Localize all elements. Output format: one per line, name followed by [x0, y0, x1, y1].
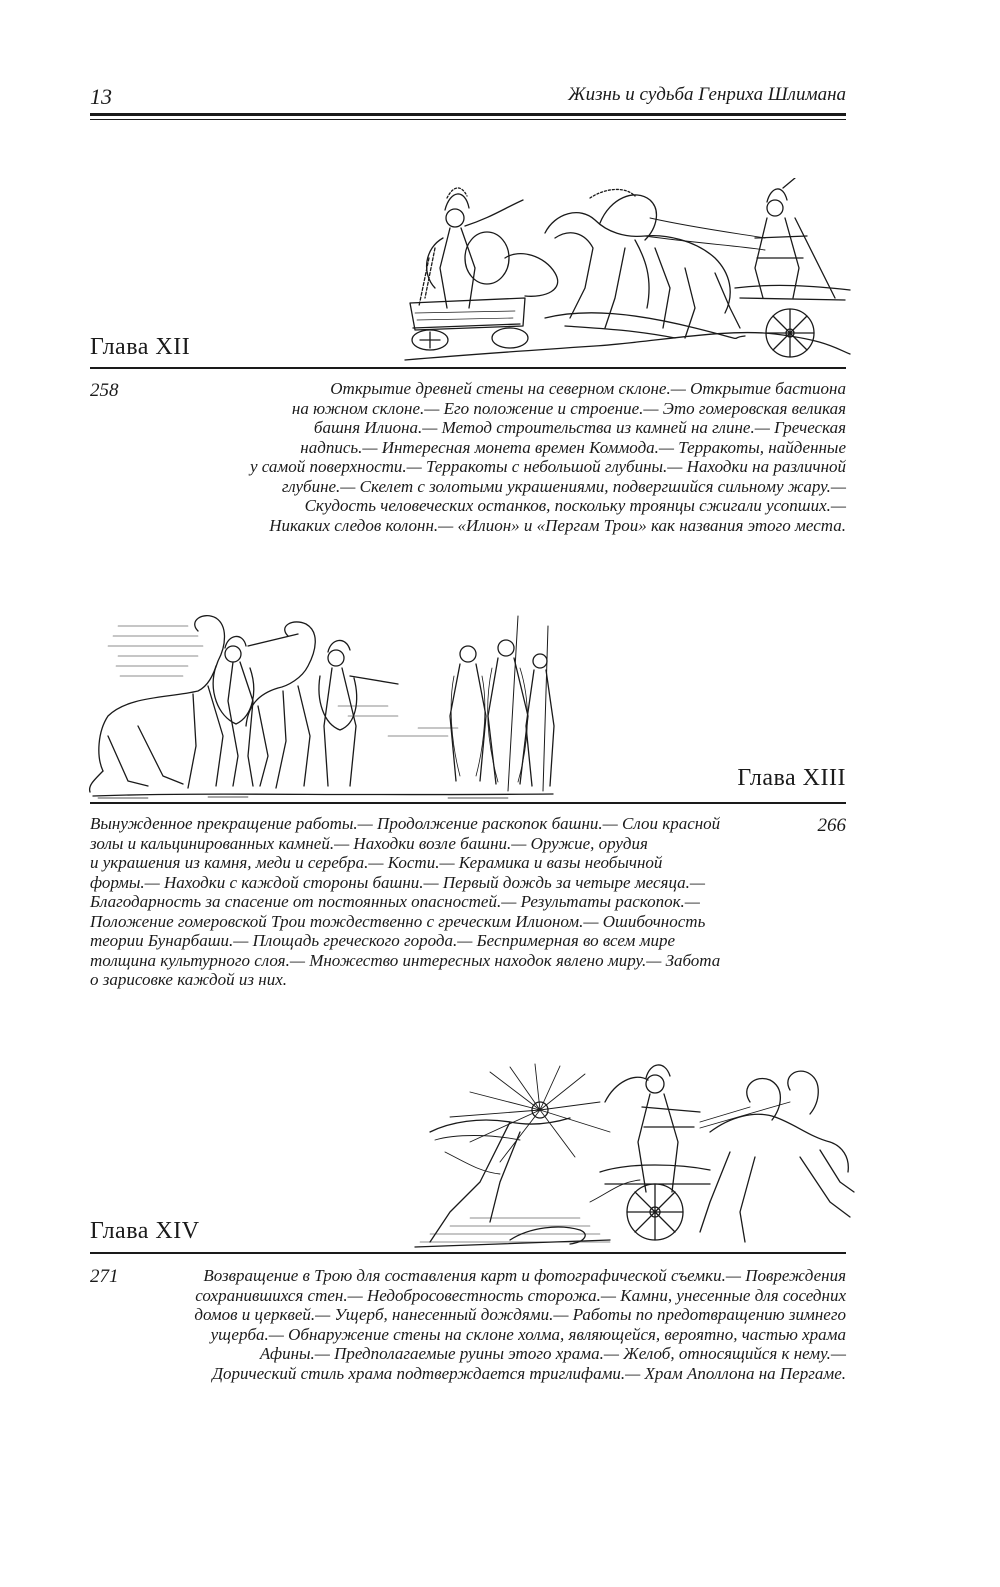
- header-rule-thin: [90, 119, 846, 120]
- chapter-rule: [90, 1252, 846, 1254]
- chapter-title: Глава XII: [90, 334, 191, 360]
- summary-line: о зарисовке каждой из них.: [90, 970, 288, 989]
- summary-line: сохранившихся стен.— Недобросовестность сторожа.— Камни, унесенные для соседних: [195, 1285, 846, 1305]
- summary-line: Афины.— Предполагаемые руины этого храма.— Желоб, относящийся к нему.—: [259, 1344, 846, 1363]
- chariot-battle-illustration: [395, 178, 855, 368]
- procession-illustration: [88, 606, 558, 802]
- page-number: 13: [90, 84, 112, 109]
- summary-line: Возвращение в Трою для составления карт и фотографической съемки.— Повреждения: [203, 1266, 846, 1285]
- summary-line: золы и кальцинированных камней.— Находки возле башни.— Оружие, орудия: [90, 833, 648, 853]
- summary-line: Благодарность за спасение от постоянных опасностей.— Результаты раскопок.—: [90, 892, 700, 911]
- chapter-summary: [146, 1266, 846, 1383]
- chapter-rule: [90, 367, 846, 369]
- summary-line: Дорический стиль храма подтверждается триглифами.— Храм Аполлона на Пергаме.: [212, 1363, 846, 1383]
- summary-line: Никаких следов колонн.— «Илион» и «Пергам Трои» как названия этого места.: [269, 515, 846, 535]
- sun-chariot-illustration: [410, 1062, 855, 1254]
- summary-line: Вынужденное прекращение работы.— Продолжение раскопок башни.— Слои красной: [90, 814, 721, 833]
- header-rule: [90, 113, 846, 116]
- summary-line: башня Илиона.— Метод строительства из камней на глине.— Греческая: [313, 418, 846, 437]
- chapter-title: Глава XIV: [90, 1218, 200, 1244]
- summary-line: Положение гомеровской Трои тождественно с греческим Илионом.— Ошибочность: [90, 911, 706, 931]
- summary-line: и украшения из камня, меди и серебра.— Кости.— Керамика и вазы необычной: [90, 853, 663, 872]
- summary-line: надпись.— Интересная монета времен Коммода.— Терракоты, найденные: [300, 437, 846, 457]
- summary-line: домов и церквей.— Ущерб, нанесенный дождями.— Работы по предотвращению зимнего: [194, 1305, 846, 1324]
- chapter-page-number: 271: [90, 1266, 119, 1287]
- chapter-page-number: 258: [90, 380, 119, 401]
- chapter-summary: [226, 379, 846, 535]
- chapter-page-number: 266: [817, 815, 846, 836]
- summary-line: у самой поверхности.— Терракоты с небольшой глубины.— Находки на различной: [250, 457, 846, 476]
- summary-line: Открытие древней стены на северном склоне.— Открытие бастиона: [330, 379, 846, 398]
- summary-line: глубине.— Скелет с золотыми украшениями, подвергшийся сильному жару.—: [281, 476, 846, 496]
- summary-line: толщина культурного слоя.— Множество интересных находок явлено миру.— Забота: [90, 950, 721, 970]
- running-title: Жизнь и судьба Генриха Шлимана: [568, 84, 846, 105]
- summary-line: на южном склоне.— Его положение и строение.— Это гомеровская великая: [291, 398, 846, 418]
- summary-line: Скудость человеческих останков, поскольку троянцы сжигали усопших.—: [304, 496, 846, 515]
- summary-line: теории Бунарбаши.— Площадь греческого города.— Беспримерная во всем мире: [90, 931, 675, 950]
- chapter-rule: [90, 802, 846, 804]
- summary-line: ущерба.— Обнаружение стены на склоне холма, являющейся, вероятно, частью храма: [210, 1324, 846, 1344]
- chapter-summary: [90, 814, 790, 990]
- summary-line: формы.— Находки с каждой стороны башни.— Первый дождь за четыре месяца.—: [90, 872, 706, 892]
- chapter-title: Глава XIII: [737, 765, 846, 791]
